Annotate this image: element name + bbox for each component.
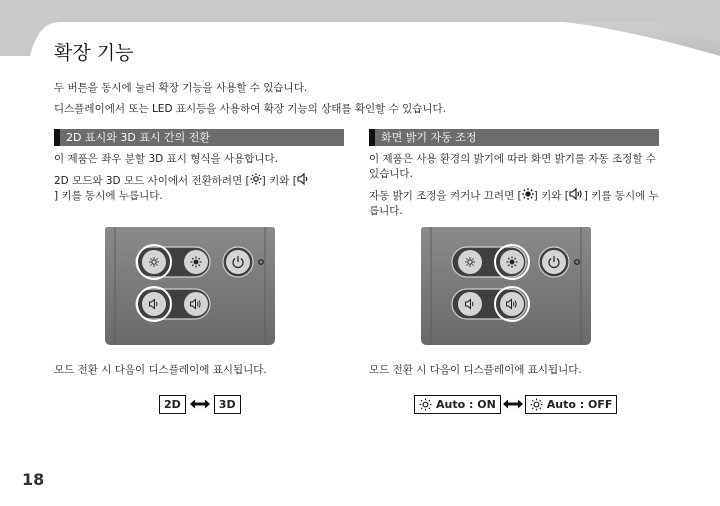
auto-indicator [414, 393, 617, 415]
intro-line-2: 디스플레이에서 또는 LED 표시등을 사용하여 확장 기능의 상태를 확인할 수 있습니다. [54, 103, 447, 115]
brightness-up-icon [522, 188, 534, 200]
indicator-box-3d: 3D [214, 395, 241, 414]
brightness-down-button[interactable] [142, 250, 166, 274]
mode-indicator [159, 393, 241, 415]
section-text-2: 자동 밝기 조정을 켜거나 끄려면 [ ] 키와 [ ] 키를 동시에 누릅니다. [369, 190, 659, 217]
page-number: 18 [22, 470, 45, 489]
brightness-down-button[interactable] [458, 250, 482, 274]
display-caption: 모드 전환 시 다음이 디스플레이에 표시됩니다. [369, 364, 582, 376]
section-text-2: 2D 모드와 3D 모드 사이에서 전환하려면 [ ] 키와 [ ] 키를 동시에 누릅니다. [54, 173, 344, 204]
indicator-box-2d: 2D [159, 395, 186, 414]
page-title: 확장 기능 [54, 42, 134, 64]
double-arrow-icon [503, 399, 523, 409]
display-caption: 모드 전환 시 다음이 디스플레이에 표시됩니다. [54, 364, 267, 376]
section-heading: 2D 표시와 3D 표시 간의 전환 [54, 129, 344, 146]
intro-line-1: 두 버튼을 동시에 눌러 확장 기능을 사용할 수 있습니다. [54, 82, 308, 94]
brightness-down-icon [250, 173, 262, 185]
volume-up-icon [569, 188, 584, 200]
section-text-1: 이 제품은 사용 환경의 밝기에 따라 화면 밝기를 자동 조정할 수 있습니다. [369, 153, 656, 180]
section-auto-brightness [369, 129, 659, 219]
section-heading: 화면 밝기 자동 조정 [369, 129, 659, 146]
double-arrow-icon [190, 399, 210, 409]
indicator-box-auto-on: Auto : ON [414, 395, 501, 414]
section-text-1: 이 제품은 좌우 분할 3D 표시 형식을 사용합니다. [54, 153, 279, 165]
button-panel-illustration [421, 227, 591, 345]
volume-down-icon [297, 173, 310, 185]
brightness-down-icon [419, 398, 432, 411]
brightness-down-icon [530, 398, 543, 411]
button-panel-illustration [105, 227, 275, 345]
indicator-box-auto-off: Auto : OFF [525, 395, 618, 414]
section-2d-3d [54, 129, 344, 204]
